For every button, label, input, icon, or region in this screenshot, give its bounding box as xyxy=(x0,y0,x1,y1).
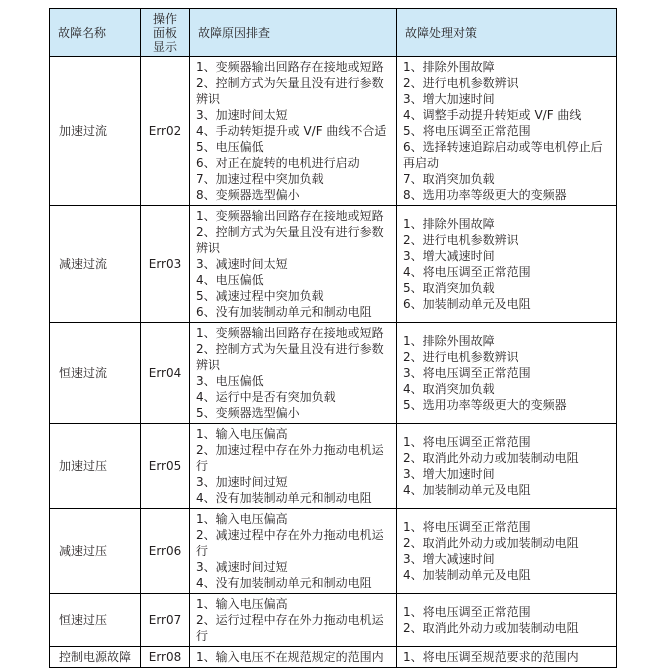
header-panel-display xyxy=(141,9,190,57)
cause-item: 3、加速时间太短 xyxy=(196,108,288,122)
solution-item: 4、调整手动提升转矩或 V/F 曲线 xyxy=(403,108,582,122)
cause-item: 8、变频器选型偏小 xyxy=(196,188,300,202)
cause-list-cell xyxy=(190,206,397,323)
solution-item: 2、进行电机参数辨识 xyxy=(403,233,519,247)
fault-name-cell: 加速过流 xyxy=(50,57,141,206)
table-body xyxy=(50,57,617,668)
cause-item: 3、加速时间过短 xyxy=(196,475,288,489)
solution-item: 6、加装制动单元及电阻 xyxy=(403,297,531,311)
solution-item: 5、将电压调至正常范围 xyxy=(403,124,531,138)
panel-code-cell: Err03 xyxy=(141,206,190,323)
cause-item: 4、运行中是否有突加负载 xyxy=(196,390,336,404)
cause-item: 2、控制方式为矢量且没有进行参数辨识 xyxy=(196,342,384,372)
cause-item: 2、控制方式为矢量且没有进行参数辨识 xyxy=(196,225,384,255)
cause-item: 1、输入电压不在规范规定的范围内 xyxy=(196,650,384,664)
table-row xyxy=(50,323,617,424)
solution-item: 5、选用功率等级更大的变频器 xyxy=(403,398,567,412)
cause-item: 4、电压偏低 xyxy=(196,273,264,287)
cause-item: 5、电压偏低 xyxy=(196,140,264,154)
table-row xyxy=(50,594,617,647)
cause-item: 5、变频器选型偏小 xyxy=(196,406,300,420)
solution-item: 7、取消突加负载 xyxy=(403,172,495,186)
cause-item: 2、控制方式为矢量且没有进行参数辨识 xyxy=(196,76,384,106)
solution-item: 3、增大减速时间 xyxy=(403,249,495,263)
cause-item: 3、减速时间过短 xyxy=(196,560,288,574)
solution-list-cell xyxy=(397,594,617,647)
solution-item: 1、将电压调至正常范围 xyxy=(403,435,531,449)
solution-item: 1、将电压调至规范要求的范围内 xyxy=(403,650,579,664)
solution-item: 4、加装制动单元及电阻 xyxy=(403,483,531,497)
solution-list-cell xyxy=(397,206,617,323)
table-row xyxy=(50,57,617,206)
cause-list-cell xyxy=(190,323,397,424)
fault-name-cell: 减速过压 xyxy=(50,509,141,594)
panel-code-cell: Err02 xyxy=(141,57,190,206)
panel-code-cell: Err06 xyxy=(141,509,190,594)
cause-item: 6、对正在旋转的电机进行启动 xyxy=(196,156,360,170)
panel-code-cell: Err04 xyxy=(141,323,190,424)
fault-name-cell: 恒速过压 xyxy=(50,594,141,647)
solution-list-cell xyxy=(397,323,617,424)
fault-name-cell: 恒速过流 xyxy=(50,323,141,424)
cause-item: 5、减速过程中突加负载 xyxy=(196,289,324,303)
cause-item: 2、加速过程中存在外力拖动电机运行 xyxy=(196,443,384,473)
solution-list-cell xyxy=(397,509,617,594)
table-row xyxy=(50,647,617,668)
solution-item: 1、将电压调至正常范围 xyxy=(403,605,531,619)
solution-item: 3、增大加速时间 xyxy=(403,92,495,106)
solution-item: 2、进行电机参数辨识 xyxy=(403,76,519,90)
cause-item: 1、变频器输出回路存在接地或短路 xyxy=(196,209,384,223)
solution-item: 4、将电压调至正常范围 xyxy=(403,265,531,279)
table-row xyxy=(50,206,617,323)
cause-list-cell xyxy=(190,647,397,668)
solution-item: 3、增大减速时间 xyxy=(403,552,495,566)
solution-item: 4、取消突加负载 xyxy=(403,382,495,396)
cause-item: 7、加速过程中突加负载 xyxy=(196,172,324,186)
solution-item: 6、选择转速追踪启动或等电机停止后再启动 xyxy=(403,140,603,170)
cause-item: 2、运行过程中存在外力拖动电机运行 xyxy=(196,613,384,643)
solution-item: 4、加装制动单元及电阻 xyxy=(403,568,531,582)
cause-item: 3、电压偏低 xyxy=(196,374,264,388)
table-row xyxy=(50,509,617,594)
cause-item: 6、没有加装制动单元和制动电阻 xyxy=(196,305,372,319)
cause-list-cell xyxy=(190,424,397,509)
fault-name-cell: 加速过压 xyxy=(50,424,141,509)
table-header-row xyxy=(50,9,617,57)
cause-list-cell xyxy=(190,57,397,206)
solution-list-cell xyxy=(397,424,617,509)
solution-item: 2、取消此外动力或加装制动电阻 xyxy=(403,536,579,550)
solution-item: 3、将电压调至正常范围 xyxy=(403,366,531,380)
solution-item: 5、取消突加负载 xyxy=(403,281,495,295)
cause-item: 1、变频器输出回路存在接地或短路 xyxy=(196,60,384,74)
cause-item: 2、减速过程中存在外力拖动电机运行 xyxy=(196,528,384,558)
header-panel-display-text: 操作面板显示 xyxy=(152,11,177,54)
table-row xyxy=(50,424,617,509)
solution-item: 2、进行电机参数辨识 xyxy=(403,350,519,364)
panel-code-cell: Err08 xyxy=(141,647,190,668)
solution-item: 1、排除外围故障 xyxy=(403,334,495,348)
cause-item: 1、输入电压偏高 xyxy=(196,512,288,526)
cause-item: 1、输入电压偏高 xyxy=(196,597,288,611)
solution-item: 8、选用功率等级更大的变频器 xyxy=(403,188,567,202)
solution-list-cell xyxy=(397,57,617,206)
solution-item: 1、排除外围故障 xyxy=(403,60,495,74)
solution-item: 2、取消此外动力或加装制动电阻 xyxy=(403,451,579,465)
fault-code-table xyxy=(49,8,617,668)
cause-item: 3、减速时间太短 xyxy=(196,257,288,271)
header-fault-name: 故障名称 xyxy=(50,9,141,57)
header-fault-solution: 故障处理对策 xyxy=(397,9,617,57)
solution-item: 1、排除外围故障 xyxy=(403,217,495,231)
cause-list-cell xyxy=(190,509,397,594)
fault-name-cell: 减速过流 xyxy=(50,206,141,323)
panel-code-cell: Err07 xyxy=(141,594,190,647)
header-fault-cause: 故障原因排查 xyxy=(190,9,397,57)
solution-item: 1、将电压调至正常范围 xyxy=(403,520,531,534)
solution-item: 3、增大加速时间 xyxy=(403,467,495,481)
cause-item: 4、手动转矩提升或 V/F 曲线不合适 xyxy=(196,124,387,138)
cause-item: 4、没有加装制动单元和制动电阻 xyxy=(196,576,372,590)
solution-item: 2、取消此外动力或加装制动电阻 xyxy=(403,621,579,635)
cause-list-cell xyxy=(190,594,397,647)
panel-code-cell: Err05 xyxy=(141,424,190,509)
fault-name-cell: 控制电源故障 xyxy=(50,647,141,668)
cause-item: 4、没有加装制动单元和制动电阻 xyxy=(196,491,372,505)
cause-item: 1、输入电压偏高 xyxy=(196,427,288,441)
solution-list-cell xyxy=(397,647,617,668)
cause-item: 1、变频器输出回路存在接地或短路 xyxy=(196,326,384,340)
